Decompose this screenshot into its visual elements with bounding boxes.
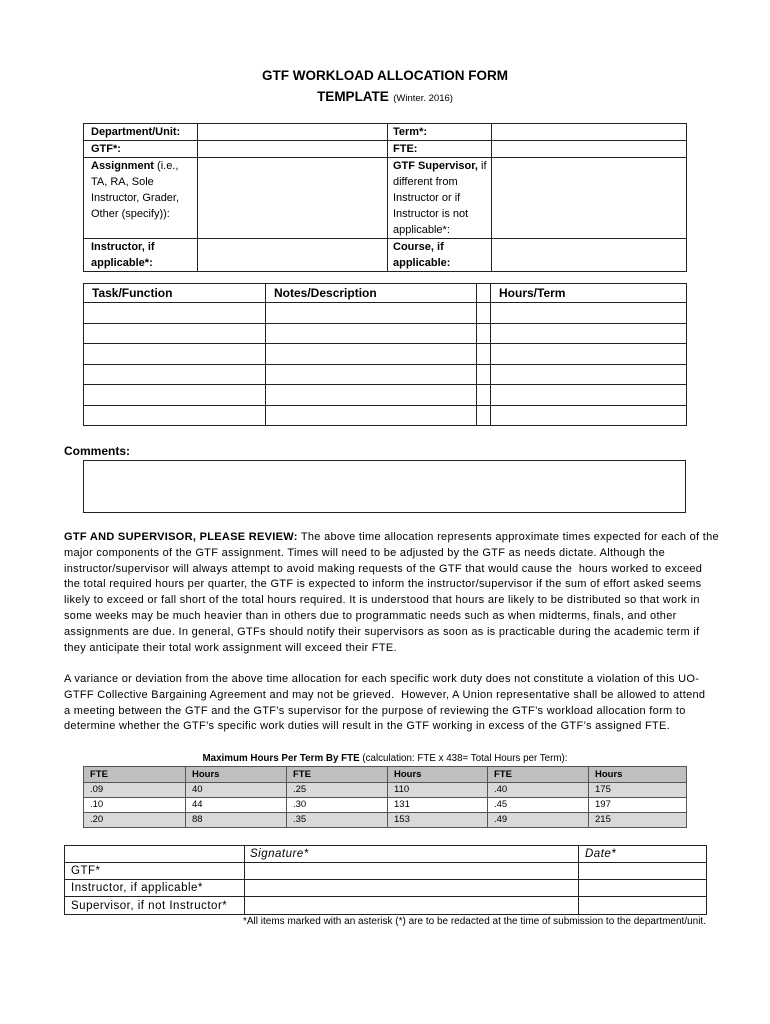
signature-field[interactable]: [245, 880, 579, 897]
hours-term-cell[interactable]: [491, 323, 687, 344]
instructor-label: [84, 239, 198, 272]
fte-header: FTE: [84, 767, 186, 783]
variance-paragraph: [64, 672, 705, 735]
assignment-info-table: [83, 123, 687, 272]
fte-header: FTE: [488, 767, 589, 783]
fte-value: .35: [287, 813, 388, 828]
edition-note: (Winter. 2016): [393, 93, 453, 104]
review-line: they anticipate their total work assignment will exceed their FTE.: [64, 641, 397, 654]
hours-value: 88: [186, 813, 287, 828]
fte-row: [84, 813, 687, 828]
hours-header: Hours: [186, 767, 287, 783]
gtf-supervisor-label-line: [393, 158, 488, 174]
notes-description-cell[interactable]: [266, 303, 477, 324]
assignment-label-text: (i.e.,: [153, 160, 179, 172]
variance-line: determine whether the GTF’s specific work duties will result in the GTF working in excess of the GTF’s assigned FTE.: [64, 720, 670, 733]
task-table: [83, 283, 687, 426]
hours-value: 215: [589, 813, 687, 828]
task-row: [84, 385, 687, 406]
hours-term-header: Hours/Term: [491, 284, 687, 303]
info-row: [84, 158, 687, 239]
hours-term-cell[interactable]: [491, 385, 687, 406]
task-table-header: [84, 284, 687, 303]
hours-header: Hours: [589, 767, 687, 783]
fte-value: .40: [488, 783, 589, 798]
date-header: Date*: [579, 846, 707, 863]
redaction-footnote: *All items marked with an asterisk (*) are to be redacted at the time of submission to the department/unit.: [243, 916, 706, 927]
instructor-field[interactable]: [198, 239, 388, 272]
course-label: [388, 239, 492, 272]
course-label-line: Course, if: [393, 241, 444, 253]
hours-value: 40: [186, 783, 287, 798]
date-field[interactable]: [579, 863, 707, 880]
instructor-label-line: Instructor, if: [91, 241, 155, 253]
notes-description-cell[interactable]: [266, 385, 477, 406]
signature-field[interactable]: [245, 897, 579, 915]
task-row: [84, 405, 687, 426]
variance-line: a meeting between the GTF and the GTF’s supervisor for the purpose of reviewing the GTF’s workload allocation form to: [64, 704, 686, 717]
signature-row: [65, 863, 707, 880]
fte-caption-formula: (calculation: FTE x 438= Total Hours per Term):: [359, 753, 568, 764]
assignment-label-bold: Assignment: [91, 160, 154, 172]
fte-value: .10: [84, 798, 186, 813]
signatory-label: Supervisor, if not Instructor*: [65, 897, 245, 915]
notes-description-cell[interactable]: [266, 344, 477, 365]
gtf-supervisor-label-line: applicable*:: [393, 224, 450, 236]
spacer-cell: [477, 385, 491, 406]
info-row: [84, 141, 687, 158]
spacer-cell: [477, 405, 491, 426]
gtf-field[interactable]: [198, 141, 388, 158]
notes-description-cell[interactable]: [266, 364, 477, 385]
review-line: some weeks may be much heavier than in others due to programmatic needs such as when midterms, finals, and other: [64, 609, 677, 622]
fte-table-header: [84, 767, 687, 783]
hours-term-cell[interactable]: [491, 364, 687, 385]
gtf-supervisor-label-bold: GTF Supervisor,: [393, 160, 478, 172]
date-field[interactable]: [579, 880, 707, 897]
hours-value: 110: [388, 783, 488, 798]
fte-value: .25: [287, 783, 388, 798]
spacer-cell: [477, 303, 491, 324]
task-function-header: Task/Function: [84, 284, 266, 303]
task-function-cell[interactable]: [84, 344, 266, 365]
hours-value: 175: [589, 783, 687, 798]
signature-row: [65, 897, 707, 915]
hours-term-cell[interactable]: [491, 303, 687, 324]
review-line-text: The above time allocation represents approximate times expected for each of the: [297, 531, 719, 543]
review-line: likely to exceed or fall short of the total hours required. It is understood that hours are likely to be distributed so that work in: [64, 594, 700, 607]
course-label-line: applicable:: [393, 257, 451, 269]
fte-caption-title: Maximum Hours Per Term By FTE: [202, 753, 360, 764]
gtf-supervisor-field[interactable]: [492, 158, 687, 239]
fte-table-caption: [0, 753, 770, 765]
notes-description-header: Notes/Description: [266, 284, 477, 303]
variance-line: A variance or deviation from the above time allocation for each specific work duty does not constitute a violation of this UO-: [64, 673, 700, 685]
info-row: [84, 239, 687, 272]
instructor-label-line: applicable*:: [91, 257, 153, 269]
fte-value: .09: [84, 783, 186, 798]
info-row: [84, 124, 687, 141]
assignment-field[interactable]: [198, 158, 388, 239]
notes-description-cell[interactable]: [266, 405, 477, 426]
department-unit-label: Department/Unit:: [84, 124, 198, 141]
fte-value: .49: [488, 813, 589, 828]
form-subtitle: [0, 89, 770, 107]
signature-table: [64, 845, 707, 915]
assignment-label-line: TA, RA, Sole: [91, 176, 154, 188]
gtf-supervisor-label-line: different from: [393, 176, 458, 188]
task-function-cell[interactable]: [84, 385, 266, 406]
hours-header: Hours: [388, 767, 488, 783]
review-line: [64, 530, 719, 546]
hours-value: 131: [388, 798, 488, 813]
gtf-supervisor-label-line: Instructor is not: [393, 208, 469, 220]
spacer-header: [477, 284, 491, 303]
gtf-supervisor-label-text: if: [477, 160, 487, 172]
review-line: major components of the GTF assignment. Times will need to be adjusted by the GTF as needs dictate. Although the: [64, 546, 666, 559]
hours-value: 44: [186, 798, 287, 813]
comments-field[interactable]: [83, 460, 686, 513]
review-lead: GTF AND SUPERVISOR, PLEASE REVIEW:: [64, 531, 298, 543]
task-row: [84, 303, 687, 324]
fte-field[interactable]: [492, 141, 687, 158]
gtf-label: GTF*:: [84, 141, 198, 158]
signature-header: Signature*: [245, 846, 579, 863]
signatory-label: GTF*: [65, 863, 245, 880]
signature-table-header: [65, 846, 707, 863]
assignment-label: [84, 158, 198, 239]
fte-row: [84, 798, 687, 813]
task-function-cell[interactable]: [84, 323, 266, 344]
gtf-supervisor-label: [388, 158, 492, 239]
variance-line: GTFF Collective Bargaining Agreement and may not be grieved. However, A Union representative shall be allowed to attend: [64, 688, 706, 701]
assignment-label-line: Other (specify)):: [91, 208, 170, 220]
comments-label: Comments:: [64, 444, 131, 458]
template-label: TEMPLATE: [317, 89, 389, 104]
fte-header: FTE: [287, 767, 388, 783]
fte-value: .45: [488, 798, 589, 813]
course-field[interactable]: [492, 239, 687, 272]
signature-field[interactable]: [245, 863, 579, 880]
term-label: Term*:: [388, 124, 492, 141]
task-row: [84, 344, 687, 365]
form-title: GTF WORKLOAD ALLOCATION FORM: [262, 68, 508, 83]
date-field[interactable]: [579, 897, 707, 915]
fte-value: .20: [84, 813, 186, 828]
hours-term-cell[interactable]: [491, 344, 687, 365]
assignment-label-line: [91, 158, 194, 174]
notes-description-cell[interactable]: [266, 323, 477, 344]
task-row: [84, 364, 687, 385]
signatory-header: [65, 846, 245, 863]
gtf-supervisor-label-line: Instructor or if: [393, 192, 461, 204]
signature-row: [65, 880, 707, 897]
hours-value: 153: [388, 813, 488, 828]
fte-row: [84, 783, 687, 798]
assignment-label-line: Instructor, Grader,: [91, 192, 180, 204]
fte-value: .30: [287, 798, 388, 813]
department-unit-field[interactable]: [198, 124, 388, 141]
review-line: instructor/supervisor will always attempt to avoid making requests of the GTF that would cause the hours worked to exceed: [64, 562, 703, 575]
spacer-cell: [477, 344, 491, 365]
spacer-cell: [477, 364, 491, 385]
task-row: [84, 323, 687, 344]
spacer-cell: [477, 323, 491, 344]
task-function-cell[interactable]: [84, 364, 266, 385]
review-line: the total required hours per quarter, the GTF is expected to inform the instructor/supervisor if the sum of effort asked seems: [64, 578, 702, 591]
fte-label: FTE:: [388, 141, 492, 158]
hours-term-cell[interactable]: [491, 405, 687, 426]
review-paragraph: [64, 530, 719, 656]
task-function-cell[interactable]: [84, 303, 266, 324]
fte-hours-table: [83, 766, 687, 828]
task-function-cell[interactable]: [84, 405, 266, 426]
signatory-label: Instructor, if applicable*: [65, 880, 245, 897]
term-field[interactable]: [492, 124, 687, 141]
review-line: assignments are due. In general, GTFs should notify their supervisors as soon as is practicable during the academic term if: [64, 625, 700, 638]
hours-value: 197: [589, 798, 687, 813]
